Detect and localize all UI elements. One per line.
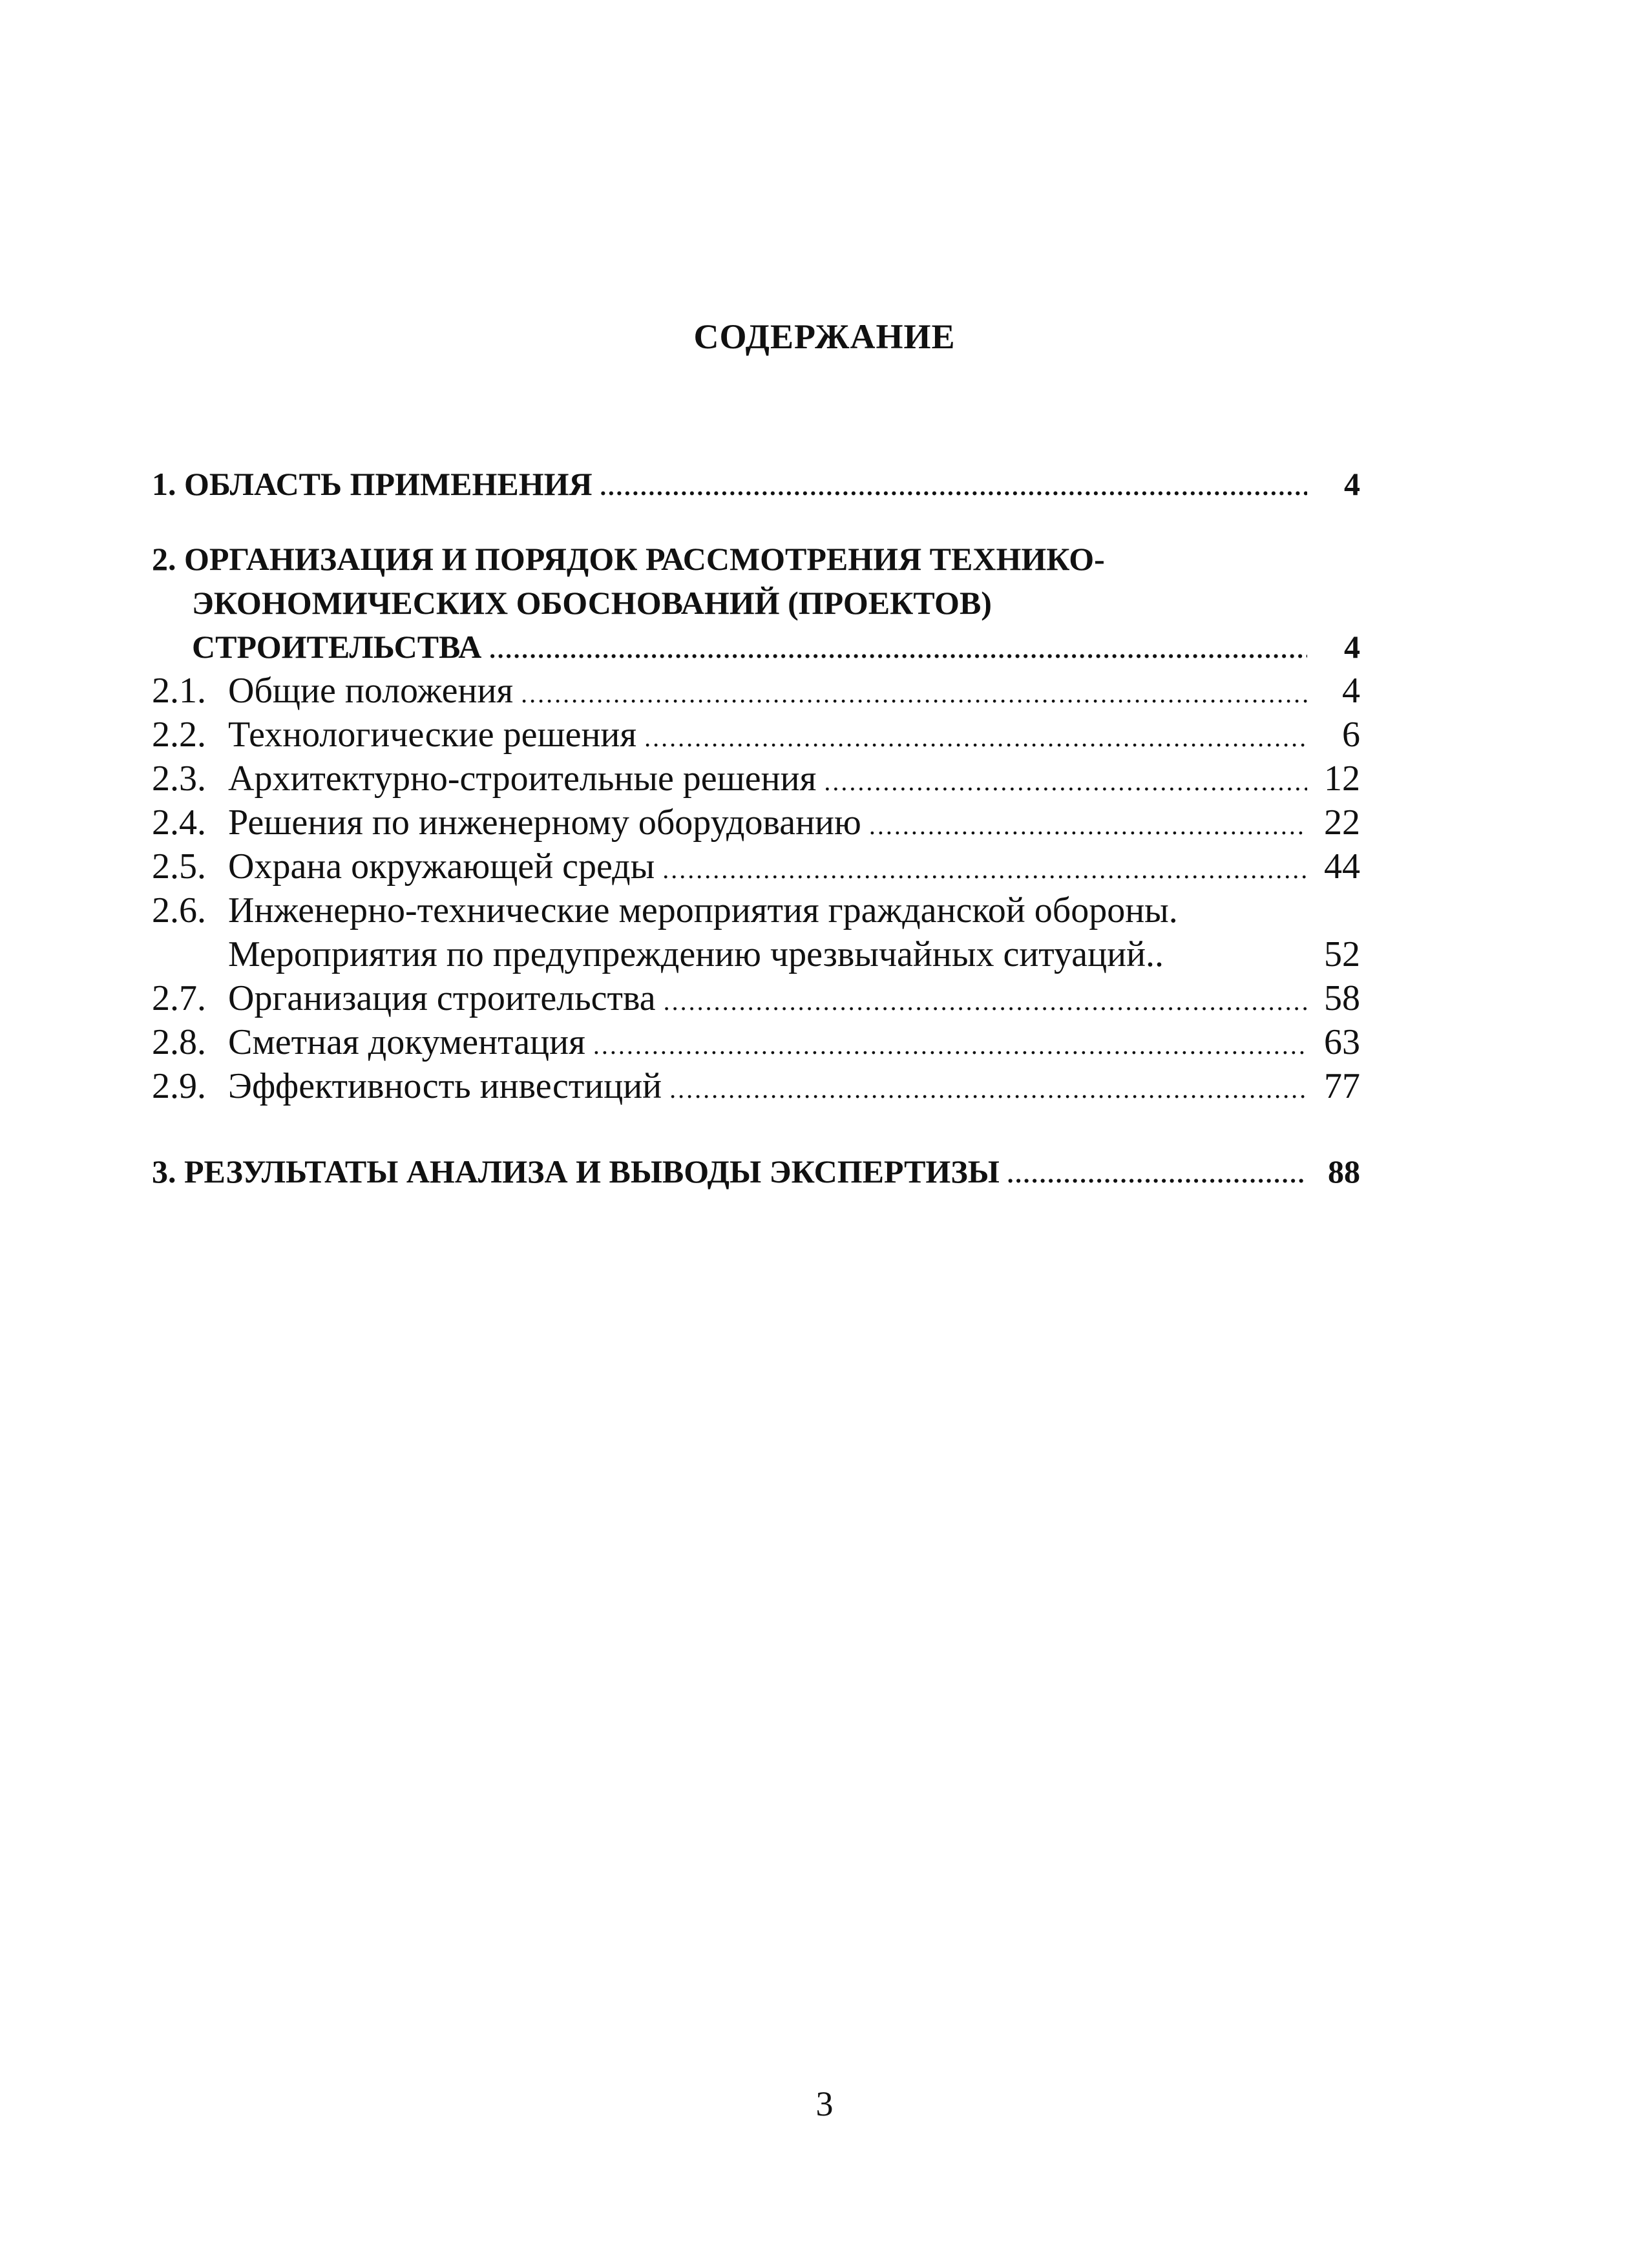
section-number: 2.	[152, 541, 176, 577]
toc-subsection-2-3[interactable]	[152, 757, 1360, 801]
subsection-label: Охрана окружающей среды	[228, 846, 655, 887]
subsection-label: Мероприятия по предупреждению чрезвычайных ситуаций..	[228, 934, 1164, 974]
dot-leader	[489, 625, 1307, 672]
page-number: 3	[815, 2084, 834, 2123]
page-reference: 6	[1342, 715, 1360, 755]
subsection-number: 2.5.	[152, 846, 206, 887]
page-reference: 4	[1344, 466, 1360, 502]
dot-leader	[824, 757, 1307, 804]
subsection-number: 2.3.	[152, 759, 206, 799]
toc-section-1[interactable]	[152, 462, 1360, 506]
toc-subsection-2-7[interactable]	[152, 976, 1360, 1020]
toc-subsection-2-2[interactable]	[152, 713, 1360, 757]
page-reference: 77	[1324, 1066, 1360, 1106]
dot-leader	[521, 669, 1307, 716]
dot-leader	[600, 462, 1307, 509]
subsection-label: Организация строительства	[228, 978, 656, 1018]
dot-leader	[669, 1064, 1307, 1111]
toc-subsection-2-8[interactable]	[152, 1020, 1360, 1064]
table-of-contents	[152, 462, 1360, 1193]
toc-subsection-2-5[interactable]	[152, 845, 1360, 888]
subsection-label: Архитектурно-строительные решения	[228, 759, 817, 799]
page-reference: 4	[1344, 629, 1360, 665]
dot-leader	[593, 1020, 1307, 1067]
toc-subsection-2-1[interactable]	[152, 669, 1360, 713]
toc-section-2-line-2[interactable]	[152, 581, 1360, 625]
section-label: СТРОИТЕЛЬСТВА	[192, 629, 482, 665]
toc-section-2-line-1[interactable]	[152, 537, 1360, 581]
toc-section-2-line-3[interactable]	[152, 625, 1360, 669]
page-reference: 44	[1324, 846, 1360, 887]
subsection-label: Общие положения	[228, 671, 514, 711]
subsection-number: 2.6.	[152, 890, 206, 930]
subsection-label: Решения по инженерному оборудованию	[228, 803, 861, 843]
subsection-number: 2.9.	[152, 1066, 206, 1106]
toc-subsection-2-9[interactable]	[152, 1064, 1360, 1108]
section-label: ОБЛАСТЬ ПРИМЕНЕНИЯ	[184, 466, 593, 502]
page-reference: 58	[1324, 978, 1360, 1018]
section-label: ЭКОНОМИЧЕСКИХ ОБОСНОВАНИЙ (ПРОЕКТОВ)	[192, 585, 992, 621]
subsection-number: 2.4.	[152, 803, 206, 843]
dot-leader	[644, 713, 1307, 760]
subsection-number: 2.7.	[152, 978, 206, 1018]
toc-subsection-2-4[interactable]	[152, 801, 1360, 845]
subsection-label: Эффективность инвестиций	[228, 1066, 662, 1106]
page-reference: 4	[1342, 671, 1360, 711]
subsection-label: Инженерно-технические мероприятия гражданской обороны.	[228, 890, 1178, 930]
dot-leader	[662, 845, 1307, 892]
section-label: РЕЗУЛЬТАТЫ АНАЛИЗА И ВЫВОДЫ ЭКСПЕРТИЗЫ	[184, 1153, 1000, 1190]
toc-section-3[interactable]	[152, 1150, 1360, 1193]
page-reference: 12	[1324, 759, 1360, 799]
dot-leader	[1007, 1150, 1307, 1197]
toc-subsection-2-6-line-1[interactable]	[152, 888, 1360, 932]
subsection-label: Сметная документация	[228, 1022, 585, 1062]
subsection-number: 2.1.	[152, 671, 206, 711]
page-reference: 22	[1324, 803, 1360, 843]
subsection-number: 2.2.	[152, 715, 206, 755]
dot-leader	[664, 976, 1307, 1024]
section-number: 1.	[152, 466, 176, 502]
toc-subsection-2-6-line-2[interactable]	[152, 932, 1360, 976]
page-reference: 63	[1324, 1022, 1360, 1062]
section-number: 3.	[152, 1153, 176, 1190]
subsection-label: Технологические решения	[228, 715, 637, 755]
page-title: СОДЕРЖАНИЕ	[693, 317, 956, 356]
page-reference: 52	[1324, 934, 1360, 974]
page-reference: 88	[1328, 1153, 1360, 1190]
dot-leader	[869, 801, 1307, 848]
subsection-number: 2.8.	[152, 1022, 206, 1062]
section-label: ОРГАНИЗАЦИЯ И ПОРЯДОК РАССМОТРЕНИЯ ТЕХНИКО-	[184, 541, 1105, 577]
